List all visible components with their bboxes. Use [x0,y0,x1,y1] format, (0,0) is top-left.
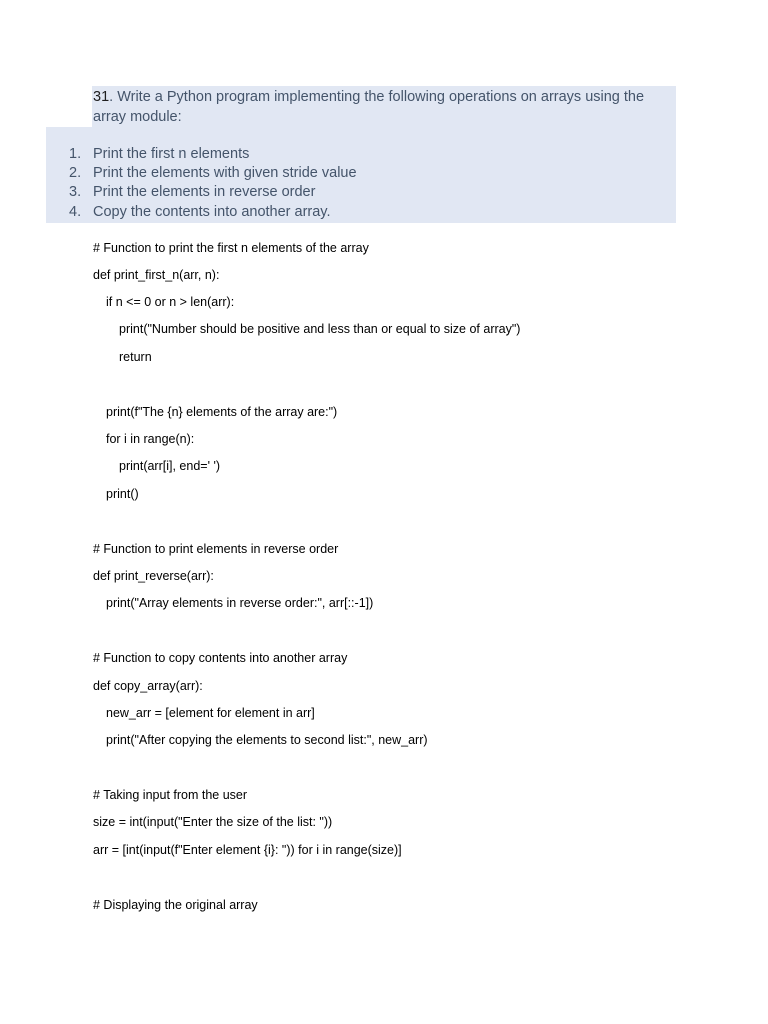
code-line: new_arr = [element for element in arr] [106,706,315,720]
task-number: 2. [69,165,82,181]
code-line: def copy_array(arr): [93,679,203,693]
code-line: size = int(input("Enter the size of the list: ")) [93,815,333,829]
code-line: print(f"The {n} elements of the array are:") [106,405,338,419]
code-comment: # Function to copy contents into another array [93,651,348,665]
task-text: Print the elements with given stride value [93,165,357,181]
code-line: if n <= 0 or n > len(arr): [106,295,235,309]
code-line: def print_first_n(arr, n): [93,268,220,282]
code-line: for i in range(n): [106,432,195,446]
code-line: return [119,350,152,364]
code-line: def print_reverse(arr): [93,569,214,583]
question-heading [93,88,673,127]
task-number: 1. [69,146,82,162]
task-text: Print the first n elements [93,146,250,162]
code-comment: # Function to print elements in reverse order [93,542,339,556]
task-number: 4. [69,204,82,220]
code-line: print("After copying the elements to second list:", new_arr) [106,733,428,747]
code-line: arr = [int(input(f"Enter element {i}: ")) for i in range(size)] [93,843,402,857]
question-number: 31 [93,89,110,105]
task-number: 3. [69,184,82,200]
code-comment: # Function to print the first n elements of the array [93,241,369,255]
task-text: Copy the contents into another array. [93,204,331,220]
code-comment: # Displaying the original array [93,898,258,912]
task-text: Print the elements in reverse order [93,184,316,200]
code-line: print() [106,487,139,501]
code-line: print("Array elements in reverse order:", arr[::-1]) [106,596,374,610]
question-text: . Write a Python program implementing the following operations on arrays using the array module: [93,89,645,125]
code-line: print("Number should be positive and less than or equal to size of array") [119,322,521,336]
code-comment: # Taking input from the user [93,788,248,802]
code-line: print(arr[i], end=' ') [119,459,220,473]
